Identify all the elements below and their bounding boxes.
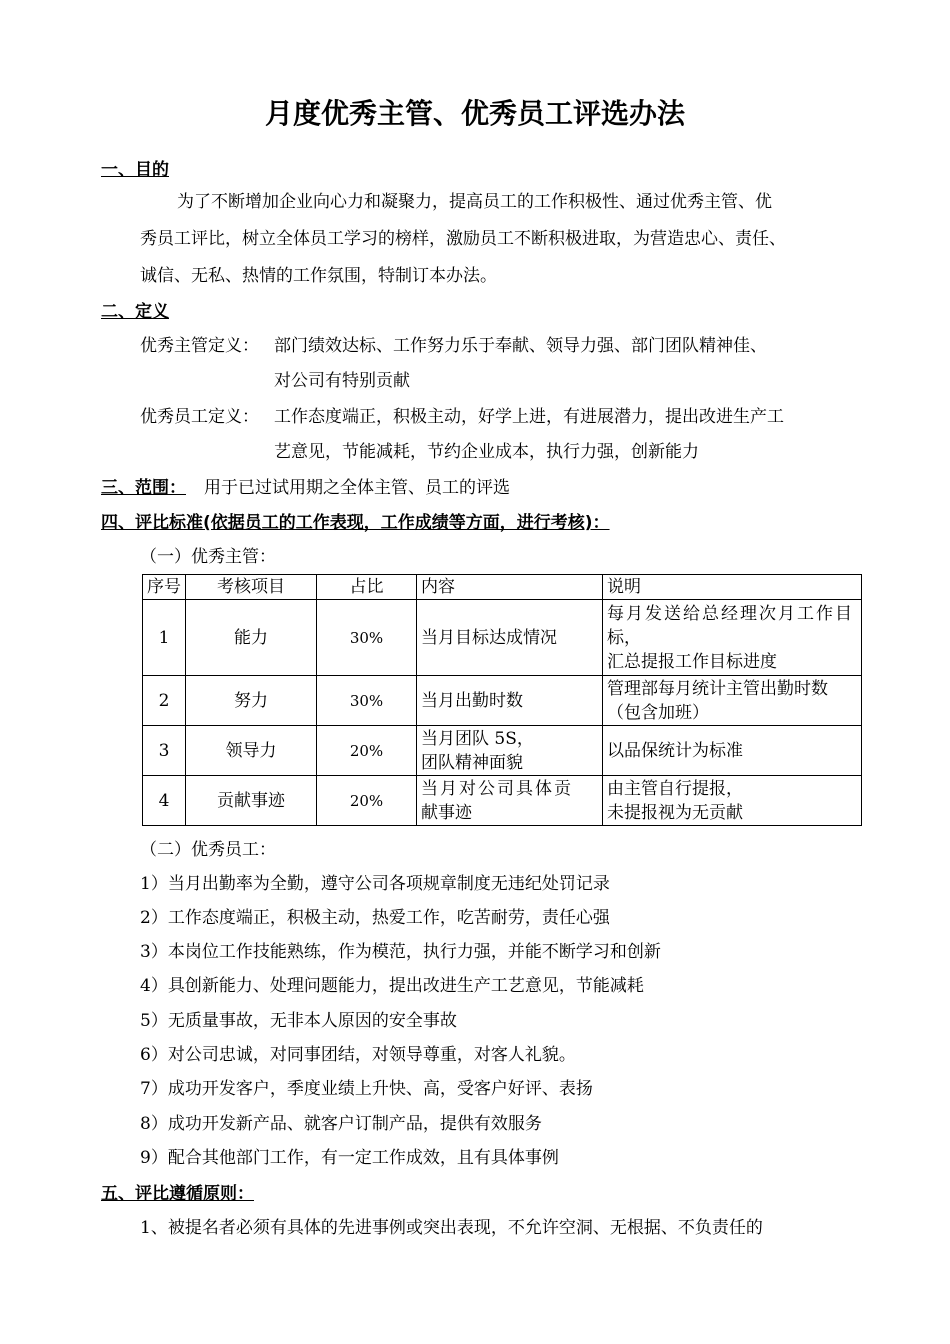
supervisor-def-line-1: 部门绩效达标、工作努力乐于奉献、领导力强、部门团队精神佳、 [274,336,767,356]
row-note-line: （包含加班） [607,702,709,723]
list-item: 2）工作态度端正，积极主动，热爱工作，吃苦耐劳，责任心强 [140,908,610,928]
section-4-heading: 四、评比标准(依据员工的工作表现，工作成绩等方面，进行考核)： [101,513,610,533]
header-no: 序号 [143,575,186,600]
row-note-line: 标， [607,627,641,648]
row-item: 贡献事迹 [186,776,317,826]
row-item: 努力 [186,676,317,726]
row-content [417,726,603,776]
row-content: 当月出勤时数 [417,676,603,726]
row-no: 2 [143,676,186,726]
row-ratio: 20% [317,776,417,826]
table-row [143,676,862,726]
row-ratio: 20% [317,726,417,776]
header-ratio: 占比 [317,575,417,600]
row-no: 1 [143,600,186,676]
row-content-line: 当月对公司具体贡 [421,778,573,799]
section-1-line-2: 秀员工评比，树立全体员工学习的榜样，激励员工不断积极进取，为营造忠心、责任、 [140,229,786,249]
row-note-line: 每月发送给总经理次月工作目 [607,603,854,624]
section-3-heading: 三、范围： [101,478,186,498]
row-content: 当月目标达成情况 [417,600,603,676]
supervisor-def-label: 优秀主管定义： [140,336,259,356]
row-item: 能力 [186,600,317,676]
section-2-heading: 二、定义 [101,302,169,322]
header-item: 考核项目 [186,575,317,600]
list-item: 6）对公司忠诚，对同事团结，对领导尊重，对客人礼貌。 [140,1045,576,1065]
table-row [143,726,862,776]
row-note [603,776,862,826]
section-5-line-1: 1、被提名者必须有具体的先进事例或突出表现，不允许空洞、无根据、不负责任的 [140,1218,763,1238]
row-ratio: 30% [317,600,417,676]
section-5-heading: 五、评比遵循原则： [101,1184,254,1204]
row-ratio: 30% [317,676,417,726]
section-1-line-3: 诚信、无私、热情的工作氛围，特制订本办法。 [140,266,497,286]
supervisor-criteria-table [142,574,862,826]
row-content-line: 献事迹 [421,802,472,823]
section-3-text: 用于已过试用期之全体主管、员工的评选 [204,478,510,498]
row-note-line: 汇总提报工作目标进度 [607,651,777,672]
row-note: 以品保统计为标准 [603,726,862,776]
sub-heading-supervisor: （一）优秀主管： [140,547,276,567]
row-note-line: 由主管自行提报， [607,778,743,799]
row-item: 领导力 [186,726,317,776]
row-no: 3 [143,726,186,776]
row-no: 4 [143,776,186,826]
table-header-row [143,575,862,600]
table-row [143,776,862,826]
row-note-line: 管理部每月统计主管出勤时数 [607,678,828,699]
list-item: 7）成功开发客户，季度业绩上升快、高，受客户好评、表扬 [140,1079,593,1099]
list-item: 1）当月出勤率为全勤，遵守公司各项规章制度无违纪处罚记录 [140,874,610,894]
header-note: 说明 [603,575,862,600]
row-note [603,600,862,676]
employee-def-line-1: 工作态度端正，积极主动，好学上进，有进展潜力，提出改进生产工 [274,407,784,427]
supervisor-def-line-2: 对公司有特别贡献 [274,371,410,391]
employee-def-label: 优秀员工定义： [140,407,259,427]
row-content-line: 当月团队 5S， [421,728,534,749]
employee-def-line-2: 艺意见，节能减耗，节约企业成本，执行力强，创新能力 [274,442,699,462]
row-note-line: 未提报视为无贡献 [607,802,743,823]
list-item: 3）本岗位工作技能熟练，作为模范，执行力强，并能不断学习和创新 [140,942,661,962]
row-content [417,776,603,826]
row-note [603,676,862,726]
section-1-heading: 一、目的 [101,160,169,180]
table-row [143,600,862,676]
header-content: 内容 [417,575,603,600]
document-title: 月度优秀主管、优秀员工评选办法 [264,97,685,130]
sub-heading-employee: （二）优秀员工： [140,840,276,860]
row-content-line: 团队精神面貌 [421,752,523,773]
section-1-line-1: 为了不断增加企业向心力和凝聚力，提高员工的工作积极性、通过优秀主管、优 [177,192,772,212]
list-item: 5）无质量事故，无非本人原因的安全事故 [140,1011,457,1031]
list-item: 8）成功开发新产品、就客户订制产品，提供有效服务 [140,1114,542,1134]
list-item: 4）具创新能力、处理问题能力，提出改进生产工艺意见，节能减耗 [140,976,644,996]
list-item: 9）配合其他部门工作，有一定工作成效，且有具体事例 [140,1148,559,1168]
